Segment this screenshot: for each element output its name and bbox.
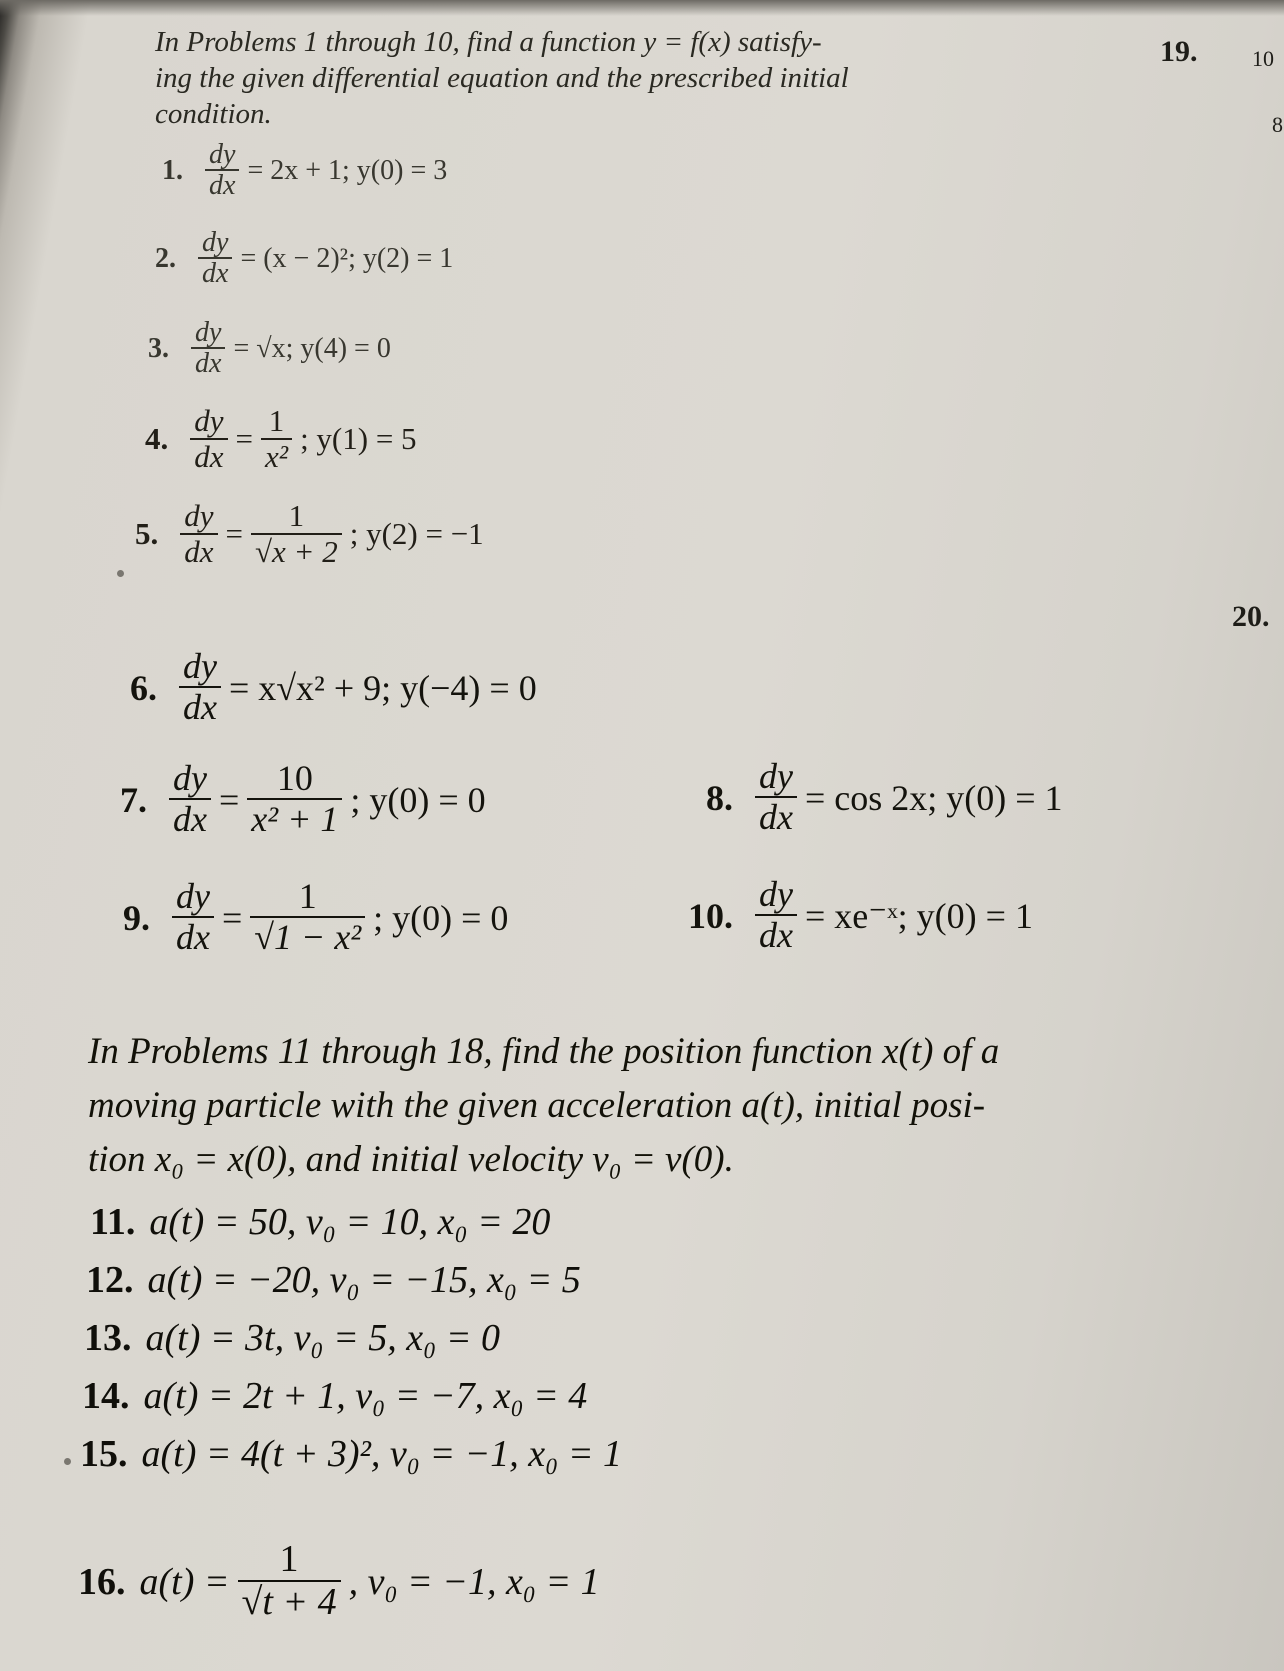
equals-sign: = bbox=[235, 421, 253, 457]
problem-number: 13. bbox=[84, 1317, 132, 1359]
problem-equation: = √x; y(4) = 0 bbox=[233, 333, 391, 365]
problem-11 bbox=[90, 1200, 550, 1244]
margin-fragment: 10 bbox=[1252, 46, 1274, 71]
problem-10 bbox=[688, 876, 1033, 955]
rhs-fraction: $\frac{1}{√x + 2}$ bbox=[251, 500, 342, 569]
problem-number: 10. bbox=[688, 895, 733, 936]
equals-sign: = bbox=[225, 516, 243, 552]
dy-dx-fraction: $\frac{dy}{dx}$ bbox=[191, 318, 225, 380]
problem-equation: = (x − 2)²; y(2) = 1 bbox=[240, 243, 454, 275]
problem-number: 15. bbox=[80, 1433, 128, 1475]
problem-number: 6. bbox=[130, 667, 157, 708]
problem-14 bbox=[82, 1374, 587, 1418]
dy-dx-fraction: $\frac{dy}{dx}$ bbox=[190, 405, 227, 474]
dy-dx-fraction: $\frac{dy}{dx}$ bbox=[180, 500, 217, 569]
problem-16 bbox=[78, 1540, 600, 1624]
page-top-shadow bbox=[0, 0, 1284, 16]
rhs-fraction: $\frac{1}{\text{√1 − x²}}$ bbox=[250, 878, 365, 957]
margin-problem-19: 19. bbox=[1160, 35, 1198, 68]
problem-number: 16. bbox=[78, 1560, 126, 1603]
dy-dx-fraction: $\frac{dy}{dx}$ bbox=[755, 876, 797, 955]
problem-number: 12. bbox=[86, 1259, 134, 1301]
problem-condition: ; y(2) = −1 bbox=[349, 516, 484, 552]
dy-dx-fraction: $\frac{dy}{dx}$ bbox=[169, 760, 211, 839]
problem-5 bbox=[135, 500, 484, 569]
problem-number: 1. bbox=[162, 155, 183, 187]
margin-problem-20: 20. bbox=[1232, 600, 1270, 633]
rhs-fraction: $\frac{1}{√t + 4}$ bbox=[238, 1540, 341, 1624]
intro-line: condition. bbox=[155, 98, 272, 130]
dy-dx-fraction: $\frac{dy}{dx}$ bbox=[755, 758, 797, 837]
intro-line: moving particle with the given acceleration a(t), initial posi- bbox=[88, 1085, 986, 1126]
problem-number: 4. bbox=[145, 421, 169, 457]
problem-number: 8. bbox=[706, 777, 733, 818]
problem-6 bbox=[130, 648, 537, 727]
problem-number: 14. bbox=[82, 1375, 130, 1417]
problem-equation: = 2x + 1; y(0) = 3 bbox=[247, 155, 448, 187]
problem-lhs: a(t) = bbox=[139, 1560, 230, 1603]
pencil-dot bbox=[64, 1458, 71, 1465]
problem-13 bbox=[84, 1316, 500, 1360]
problem-equation: a(t) = 3t, v₀ = 5, x₀ = 0 bbox=[145, 1317, 501, 1359]
intro-paragraph-11-18 bbox=[88, 1025, 1208, 1187]
problem-equation: = cos 2x; y(0) = 1 bbox=[804, 777, 1063, 818]
equals-sign: = bbox=[218, 779, 240, 820]
problem-number: 11. bbox=[90, 1201, 136, 1243]
problem-number: 5. bbox=[135, 516, 159, 552]
problem-8 bbox=[706, 758, 1063, 837]
problem-equation: = x√x² + 9; y(−4) = 0 bbox=[228, 667, 537, 708]
intro-paragraph-1-10 bbox=[155, 24, 849, 132]
intro-line: tion x₀ = x(0), and initial velocity v₀ = v(0). bbox=[88, 1139, 734, 1180]
intro-line: In Problems 1 through 10, find a function y = f(x) satisfy- bbox=[155, 26, 822, 58]
problem-condition: ; y(0) = 0 bbox=[350, 779, 486, 820]
equals-sign: = bbox=[221, 897, 243, 938]
problem-2 bbox=[155, 228, 453, 290]
rhs-fraction: $\frac{1}{\text{x²}}$ bbox=[261, 405, 292, 474]
problem-condition: , v₀ = −1, x₀ = 1 bbox=[348, 1560, 600, 1603]
problem-15 bbox=[80, 1432, 622, 1476]
problem-number: 9. bbox=[123, 897, 150, 938]
intro-line: In Problems 11 through 18, find the position function x(t) of a bbox=[88, 1031, 1000, 1072]
problem-equation: a(t) = 4(t + 3)², v₀ = −1, x₀ = 1 bbox=[141, 1433, 622, 1475]
problem-3 bbox=[148, 318, 391, 380]
problem-9 bbox=[123, 878, 508, 957]
problem-1 bbox=[162, 140, 447, 202]
rhs-fraction: $\frac{10}{\text{x² + 1}}$ bbox=[247, 760, 342, 839]
problem-4 bbox=[145, 405, 417, 474]
problem-number: 3. bbox=[148, 333, 169, 365]
dy-dx-fraction: $\frac{dy}{dx}$ bbox=[198, 228, 232, 290]
problem-12 bbox=[86, 1258, 581, 1302]
problem-equation: a(t) = 50, v₀ = 10, x₀ = 20 bbox=[149, 1201, 551, 1243]
problem-equation: a(t) = 2t + 1, v₀ = −7, x₀ = 4 bbox=[143, 1375, 588, 1417]
intro-line: ing the given differential equation and the prescribed initial bbox=[155, 62, 849, 94]
problem-7 bbox=[120, 760, 486, 839]
pencil-dot bbox=[117, 570, 124, 577]
problem-equation: a(t) = −20, v₀ = −15, x₀ = 5 bbox=[147, 1259, 581, 1301]
dy-dx-fraction: $\frac{dy}{dx}$ bbox=[205, 140, 239, 202]
dy-dx-fraction: $\frac{dy}{dx}$ bbox=[172, 878, 214, 957]
problem-condition: ; y(1) = 5 bbox=[300, 421, 417, 457]
problem-number: 7. bbox=[120, 779, 147, 820]
dy-dx-fraction: $\frac{dy}{dx}$ bbox=[179, 648, 221, 727]
problem-equation: = xe⁻ˣ; y(0) = 1 bbox=[804, 895, 1033, 936]
margin-fragment: 8 bbox=[1272, 112, 1283, 137]
problem-condition: ; y(0) = 0 bbox=[373, 897, 509, 938]
problem-number: 2. bbox=[155, 243, 176, 275]
